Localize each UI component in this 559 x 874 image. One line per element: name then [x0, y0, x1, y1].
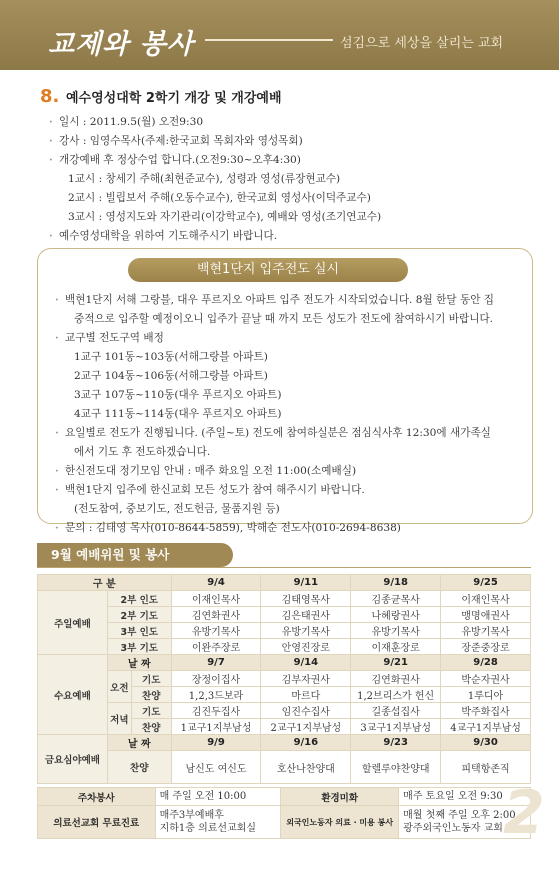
- date-cell: 9/4: [171, 575, 261, 591]
- table-cell: 박순자권사: [441, 671, 531, 687]
- role-cell: 찬양: [131, 687, 171, 703]
- date-label-cell: 날 짜: [107, 655, 171, 671]
- table-cell: 김연화권사: [351, 671, 441, 687]
- foreign-label: 외국인노동자 의료 · 미용 봉사: [281, 806, 399, 839]
- table-cell: 1루디아: [441, 687, 531, 703]
- table-cell: 맹명애권사: [441, 607, 531, 623]
- list-item: · 백현1단지 서해 그랑블, 대우 푸르지오 아파트 입주 전도가 시작되었습니다. 8월 한달 동안 집: [46, 291, 526, 310]
- list-continuation: (전도참여, 중보기도, 전도헌금, 물품지원 등): [74, 503, 280, 515]
- medical-value-line: 지하1층 의료선교회실: [159, 823, 257, 834]
- table-cell: 장정이집사: [171, 671, 261, 687]
- table-row: [38, 703, 531, 719]
- box-title: 백현1단지 입주전도 실시: [128, 258, 408, 282]
- list-item: · 개강예배 후 정상수업 합니다.(오전9:30~오후4:30): [40, 151, 530, 170]
- table-cell: 김부자권사: [261, 671, 351, 687]
- table-cell: 호산나찬양대: [261, 751, 351, 784]
- service-table: [37, 787, 531, 839]
- list-item: · 예수영성대학을 위하여 기도해주시기 바랍니다.: [40, 227, 530, 246]
- page-header: [0, 0, 559, 70]
- date-cell: 9/14: [261, 655, 351, 671]
- group-label: 금요심야예배: [38, 735, 108, 784]
- role-cell: 찬양: [107, 751, 171, 784]
- table-cell: 남신도 여신도: [171, 751, 261, 784]
- list-item: · 일시 : 2011.9.5(월) 오전9:30: [40, 113, 530, 132]
- list-item: · 요일별로 전도가 진행됩니다. (주일~토) 전도에 참여하실분은 점심식사후 12:30에 새가족실: [46, 424, 526, 443]
- foreign-value-line: 매월 첫째 주일 오후 2:00: [403, 810, 516, 821]
- table-row: [38, 788, 531, 806]
- time-cell: 오전: [107, 671, 131, 703]
- evangelism-box: [37, 248, 533, 534]
- table-row: [38, 639, 531, 655]
- list-subitem: 2교시 : 빌립보서 주해(오동수교수), 한국교회 영성사(이덕주교수): [68, 192, 371, 204]
- date-cell: 9/16: [261, 735, 351, 751]
- table-cell: 마르다: [261, 687, 351, 703]
- list-subitem: 1교시 : 창세기 주해(최현준교수), 성령과 영성(류장현교수): [68, 173, 341, 185]
- section-8: [40, 86, 530, 246]
- header-divider: [205, 39, 333, 41]
- schedule-divider: [37, 567, 531, 568]
- list-item: · 문의 : 김태영 목사(010-8644-5859), 박해순 전도사(010-2694-8638): [46, 519, 526, 538]
- medical-label: 의료선교회 무료진료: [38, 806, 156, 839]
- list-subitem: 4교구 111동~114동(대우 푸르지오 아파트): [74, 408, 282, 420]
- medical-value: [155, 806, 281, 839]
- date-cell: 9/25: [441, 575, 531, 591]
- table-row: [38, 623, 531, 639]
- table-row: [38, 655, 531, 671]
- header-cell: 구 분: [38, 575, 172, 591]
- table-cell: 피택항존직: [441, 751, 531, 784]
- list-item: · 백현1단지 입주에 한신교회 모든 성도가 참여 해주시기 바랍니다.: [46, 481, 526, 500]
- foreign-value-line: 광주외국인노동자 교회: [403, 823, 503, 834]
- list-item: · 강사 : 임영수목사(주제:한국교회 목회자와 영성목회): [40, 132, 530, 151]
- table-cell: 장준중장로: [441, 639, 531, 655]
- page-number: 2: [503, 778, 545, 848]
- list-item: · 한신전도대 정기모임 안내 : 매주 화요일 오전 11:00(소예배실): [46, 462, 526, 481]
- header-title: 교제와 봉사: [48, 29, 194, 60]
- table-cell: 유방기목사: [261, 623, 351, 639]
- table-cell: 3교구1지부남성: [351, 719, 441, 735]
- table-cell: 김종균목사: [351, 591, 441, 607]
- date-cell: 9/30: [441, 735, 531, 751]
- role-cell: 기도: [131, 671, 171, 687]
- table-cell: 유방기목사: [171, 623, 261, 639]
- date-cell: 9/18: [351, 575, 441, 591]
- date-cell: 9/23: [351, 735, 441, 751]
- date-cell: 9/9: [171, 735, 261, 751]
- role-cell: 2부 인도: [107, 591, 171, 607]
- list-continuation: 중적으로 입주할 예정이오니 입주가 끝날 때 까지 모든 성도가 전도에 참여하시기 바랍니다.: [74, 313, 494, 325]
- list-subitem: 1교구 101동~103동(서해그랑블 아파트): [74, 351, 268, 363]
- table-cell: 이재훈장로: [351, 639, 441, 655]
- group-label: 수요예배: [38, 655, 108, 735]
- table-cell: 김은태권사: [261, 607, 351, 623]
- date-label-cell: 날 짜: [107, 735, 171, 751]
- role-cell: 3부 기도: [107, 639, 171, 655]
- table-cell: 길종섭집사: [351, 703, 441, 719]
- table-row: [38, 607, 531, 623]
- table-row: [38, 735, 531, 751]
- date-cell: 9/7: [171, 655, 261, 671]
- schedule-table: [37, 574, 531, 784]
- group-label: 주일예배: [38, 591, 108, 655]
- schedule-title: 9월 예배위원 및 봉사: [37, 543, 233, 567]
- table-cell: 이완주장로: [171, 639, 261, 655]
- table-cell: 김연화권사: [171, 607, 261, 623]
- date-cell: 9/28: [441, 655, 531, 671]
- table-cell: 할렐루야찬양대: [351, 751, 441, 784]
- table-cell: 1교구1지부남성: [171, 719, 261, 735]
- table-row: [38, 591, 531, 607]
- table-cell: 4교구1지부남성: [441, 719, 531, 735]
- parking-label: 주차봉사: [38, 788, 156, 806]
- list-subitem: 3교구 107동~110동(대우 푸르지오 아파트): [74, 389, 282, 401]
- parking-value: 매 주일 오전 10:00: [155, 788, 281, 806]
- table-cell: 유방기목사: [441, 623, 531, 639]
- table-cell: 박주화집사: [441, 703, 531, 719]
- table-row: [38, 671, 531, 687]
- table-cell: 이재인목사: [171, 591, 261, 607]
- medical-value-line: 매주3부예배후: [159, 810, 224, 821]
- table-cell: 임진수집사: [261, 703, 351, 719]
- table-row: [38, 751, 531, 784]
- table-cell: 2교구1지부남성: [261, 719, 351, 735]
- list-subitem: 3교시 : 영성지도와 자기관리(이강학교수), 예배와 영성(조기연교수): [68, 211, 382, 223]
- list-continuation: 에서 기도 후 전도하겠습니다.: [74, 446, 211, 458]
- date-cell: 9/11: [261, 575, 351, 591]
- table-cell: 1,2브리스가 헌신: [351, 687, 441, 703]
- table-cell: 김진두집사: [171, 703, 261, 719]
- table-cell: 김태영목사: [261, 591, 351, 607]
- section-number: 8.: [40, 86, 60, 107]
- table-row: [38, 806, 531, 839]
- role-cell: 3부 인도: [107, 623, 171, 639]
- cleaning-value: 매주 토요일 오전 9:30: [399, 788, 531, 806]
- role-cell: 기도: [131, 703, 171, 719]
- list-item: · 교구별 전도구역 배정: [46, 329, 526, 348]
- time-cell: 저녁: [107, 703, 131, 735]
- list-subitem: 2교구 104동~106동(서해그랑블 아파트): [74, 370, 268, 382]
- table-cell: 1,2,3드보라: [171, 687, 261, 703]
- table-row: [38, 575, 531, 591]
- header-subtitle: 섬김으로 세상을 살리는 교회: [340, 36, 504, 51]
- table-cell: 유방기목사: [351, 623, 441, 639]
- role-cell: 2부 기도: [107, 607, 171, 623]
- date-cell: 9/21: [351, 655, 441, 671]
- cleaning-label: 환경미화: [281, 788, 399, 806]
- table-cell: 나혜랑권사: [351, 607, 441, 623]
- section-title: 예수영성대학 2학기 개강 및 개강예배: [66, 91, 282, 106]
- table-cell: 안영진장로: [261, 639, 351, 655]
- table-cell: 이재인목사: [441, 591, 531, 607]
- role-cell: 찬양: [131, 719, 171, 735]
